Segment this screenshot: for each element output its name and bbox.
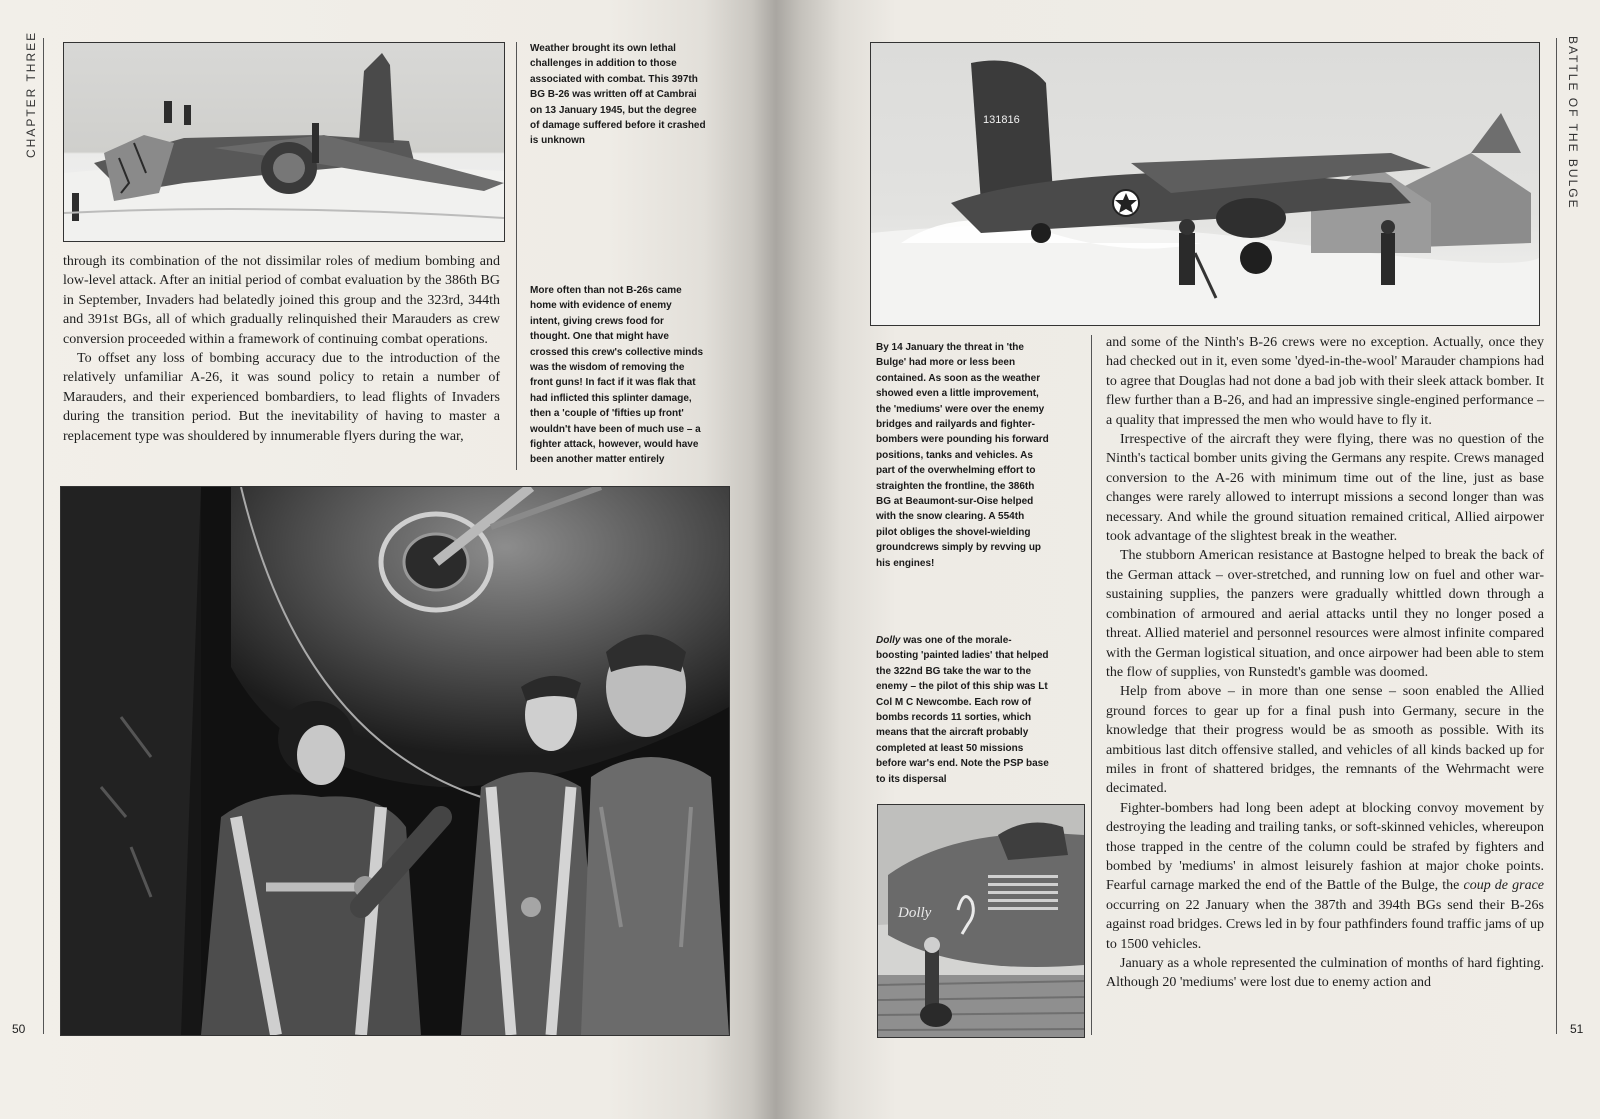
caption-wrecked-b26: Weather brought its own lethal challenges in addition to those associated with combat. This 397th BG B-26 was written off at Cambrai on 13 January 1945, but the degree of damage suffered before it crashed is unknown	[530, 43, 706, 147]
dolly-caption-text: was one of the morale- boosting 'painted ladies' that helped the 322nd BG take the war to the enemy – the pilot of this ship was Lt Col M C Newcombe. Each row of bombs records 11 sorties, which means that the aircraft probably completed at least 50 missions before war's end. Note the PSP base to its dispersal	[876, 635, 1049, 785]
left-page-body-text	[63, 252, 500, 446]
right-margin-rule	[1556, 38, 1557, 1034]
tail-serial-text: 131816	[983, 114, 1020, 126]
caption-dolly-nose-art	[876, 633, 1081, 787]
nose-art-text: Dolly	[898, 905, 932, 921]
right-paragraph-2: Irrespective of the aircraft they were flying, there was no question of the Ninth's tactical bomber units giving the Germans any respite. Crews managed conversion to the A-26 with minimum time out of the line, just as base changes were rarely allowed to interrupt missions a second longer than was necessary. And while the ground situation remained critical, Allied airpower took advantage of the slightest break in the weather.	[1106, 432, 1544, 545]
photo-dolly-nose-art	[877, 804, 1085, 1038]
running-head-left: CHAPTER THREE	[24, 30, 38, 158]
dolly-name: Dolly	[876, 635, 901, 646]
right-page-body-text	[1106, 333, 1544, 993]
right-paragraph-4: Help from above – in more than one sense – soon enabled the Allied ground forces to gear up for a final push into Germany, secure in the knowledge that their progress would be as smooth as possible. With its ambitious last ditch offensive stalled, and vehicles of all kinds backed up for miles in front of shattered bridges, the remnants of the Wehrmacht were decimated.	[1106, 684, 1544, 797]
right-paragraph-3: The stubborn American resistance at Bastogne helped to break the back of the German attack – over-stretched, and running low on fuel and other war-sustaining supplies, the panzers were gradually whittled down through a combination of armoured and aerial attacks until they no longer posed a threat. Allied materiel and personnel resources were almost infinite compared with the German logistical situation, and once airpower had been able to stem the flow of supplies, von Runstedt's gamble was doomed.	[1106, 548, 1544, 680]
right-paragraph-5	[1106, 799, 1544, 954]
photo-crew-inspecting-nose	[60, 486, 730, 1036]
right-paragraph-6: January as a whole represented the culmination of months of hard fighting. Although 20 'mediums' were lost due to enemy action and	[1106, 956, 1544, 991]
photo-b26-snow-clearing	[870, 42, 1540, 326]
coup-de-grace-italic: coup de grace	[1463, 878, 1544, 894]
page-number-right: 51	[1570, 1022, 1584, 1036]
caption-snow-clearing: By 14 January the threat in 'the Bulge' had more or less been contained. As soon as the weather showed even a little improvement, the 'mediums' were over the enemy bridges and railyards and fighter- bombers were pounding his forward positions, tanks and vehicles. As part of the overwhelming effort to straighten the frontline, the 386th BG at Beaumont-sur-Oise helped with the snow clearing. A 554th pilot obliges the shovel-wielding groundcrews simply by revving up his engines!	[876, 342, 1049, 569]
caption-crew-splinter-damage: More often than not B-26s came home with evidence of enemy intent, giving crews food for thought. One that might have crossed this crew's collective minds was the wisdom of removing the front guns! In fact if it was flak that had inflicted this splinter damage, then a 'couple of 'fifties up front' wouldn't have been of much use – a fighter attack, however, would have been another matter entirely	[530, 285, 704, 466]
left-column-rule	[516, 42, 517, 470]
right-column-rule	[1091, 335, 1092, 1035]
left-margin-rule	[43, 38, 44, 1034]
photo-wrecked-b26	[63, 42, 505, 242]
running-head-right: BATTLE OF THE BULGE	[1566, 36, 1580, 210]
right-paragraph-5a: Fighter-bombers had long been adept at blocking convoy movement by destroying the leading and trailing tanks, or soft-skinned vehicles, whereupon those trapped in the centre of the column could be strafed by fighters and bombed by 'mediums' in almost leisurely fashion at major choke points. Fearful carnage marked the end of the Battle of the Bulge, the	[1106, 800, 1544, 894]
left-paragraph-2: To offset any loss of bombing accuracy due to the introduction of the relatively unfamiliar A-26, it was sound policy to retain a number of Marauders, and their experienced bombardiers, to lead flights of Invaders during the transition period. But the inevitability of having to master a replacement type was shouldered by innumerable flyers during the war,	[63, 351, 500, 444]
right-paragraph-5b: occurring on 22 January when the 387th and 394th BGs send their B-26s against road bridges. Crews led in by four pathfinders found traffic jams of up to 1500 vehicles.	[1106, 897, 1544, 952]
right-paragraph-1: and some of the Ninth's B-26 crews were no exception. Actually, once they had checked out in it, even some 'dyed-in-the-wool' Marauder champions had to agree that Douglas had not done a bad job with their sleek attack bomber. It flew further than a B-26, and had an impressive single-engined performance – a quality that impressed the men who would have to fly it.	[1106, 335, 1544, 428]
left-paragraph-1: through its combination of the not dissimilar roles of medium bombing and low-level attack. After an initial period of combat evaluation by the 386th BG in September, Invaders had belatedly joined this group and the 323rd, 344th and 391st BGs, all of which gradually relinquished their Marauders as crew conversion proceeded within a framework of continuing combat operations.	[63, 254, 500, 347]
page-number-left: 50	[12, 1022, 26, 1036]
